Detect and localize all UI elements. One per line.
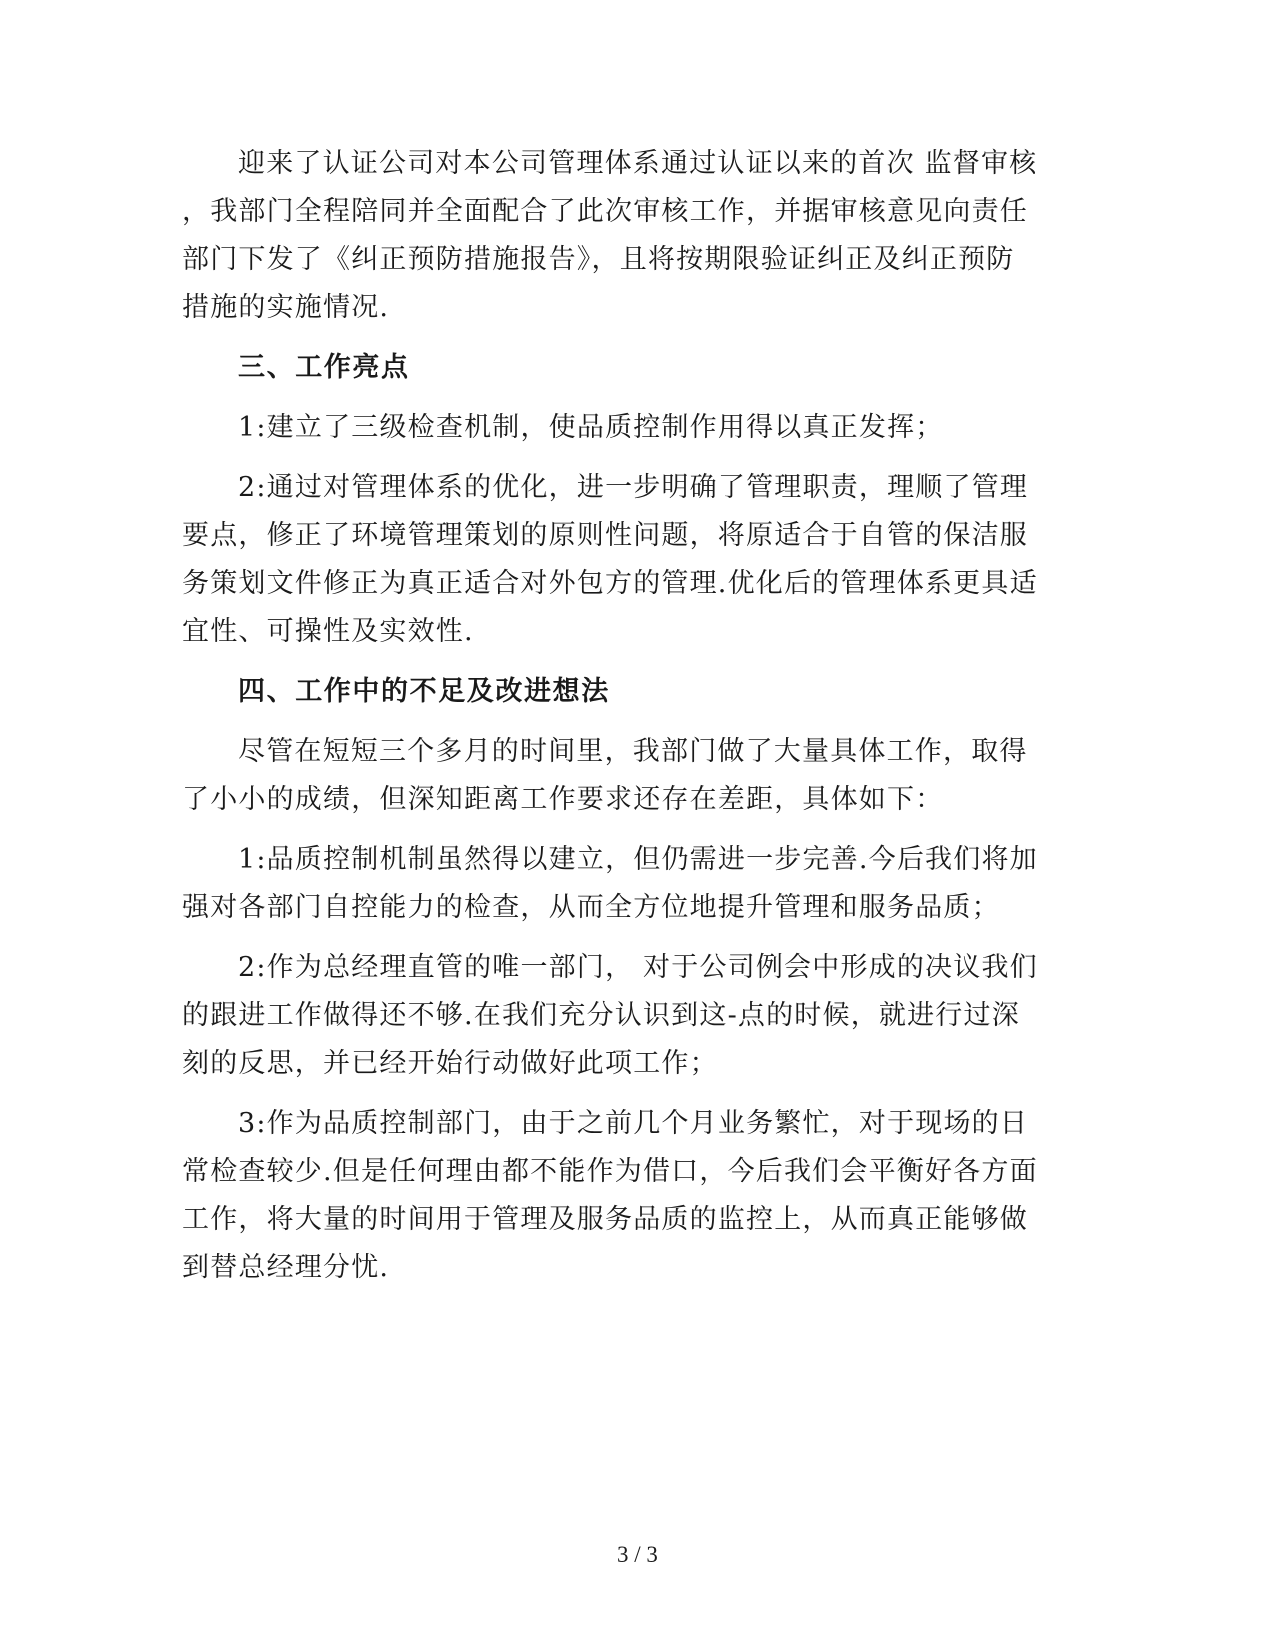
paragraph-issue-1: [182, 836, 1038, 932]
paragraph-gap: [182, 392, 1027, 404]
text-line: 3:作为品质控制部门，由于之前几个月业务繁忙，对于现场的日: [238, 1108, 1029, 1139]
text-line: 宜性、可操性及实效性.: [182, 616, 474, 647]
text-line: 迎来了认证公司对本公司管理体系通过认证以来的首次 监督审核: [238, 148, 1038, 179]
paragraph-gap: [182, 332, 1027, 344]
paragraph-gap: [182, 1088, 1027, 1100]
paragraph-highlight-2: [182, 464, 1038, 656]
text-line: 了小小的成绩，但深知距离工作要求还存在差距，具体如下：: [182, 784, 944, 815]
paragraph-audit: [182, 140, 1038, 332]
paragraph-intro: [182, 728, 1027, 824]
text-line: 到替总经理分忧.: [182, 1252, 390, 1283]
paragraph-gap: [182, 656, 1027, 668]
text-line: 措施的实施情况.: [182, 292, 390, 323]
text-line: 2:通过对管理体系的优化，进一步明确了管理职责，理顺了管理: [238, 472, 1029, 503]
paragraph-gap: [182, 452, 1027, 464]
section-heading-shortcomings: 四、工作中的不足及改进想法: [238, 676, 610, 707]
text-line: ，我部门全程陪同并全面配合了此次审核工作，并据审核意见向责任: [182, 196, 1028, 227]
page-number: 3 / 3: [617, 1542, 658, 1567]
text-line: 务策划文件修正为真正适合对外包方的管理.优化后的管理体系更具适: [182, 568, 1038, 599]
section-heading-highlights: 三、工作亮点: [238, 352, 410, 383]
text-line: 1:建立了三级检查机制，使品质控制作用得以真正发挥；: [238, 412, 944, 443]
text-line: 强对各部门自控能力的检查，从而全方位地提升管理和服务品质；: [182, 892, 1000, 923]
paragraph-highlight-1: [182, 404, 1027, 452]
paragraph-gap: [182, 932, 1027, 944]
paragraph-gap: [182, 716, 1027, 728]
text-line: 部门下发了《纠正预防措施报告》，且将按期限验证纠正及纠正预防: [182, 244, 1015, 275]
document-body: [182, 140, 1038, 1292]
text-line: 常检查较少.但是任何理由都不能作为借口，今后我们会平衡好各方面: [182, 1156, 1038, 1187]
paragraph-issue-3: [182, 1100, 1038, 1292]
text-line: 的跟进工作做得还不够.在我们充分认识到这-点的时候，就进行过深: [182, 1000, 1020, 1031]
paragraph-gap: [182, 824, 1027, 836]
text-line: 1:品质控制机制虽然得以建立，但仍需进一步完善.今后我们将加: [238, 844, 1038, 875]
paragraph-issue-2: [182, 944, 1038, 1088]
text-line: 工作，将大量的时间用于管理及服务品质的监控上，从而真正能够做: [182, 1204, 1028, 1235]
text-line: 尽管在短短三个多月的时间里，我部门做了大量具体工作，取得: [238, 736, 1028, 767]
text-line: 刻的反思，并已经开始行动做好此项工作；: [182, 1048, 718, 1079]
text-line: 要点，修正了环境管理策划的原则性问题，将原适合于自管的保洁服: [182, 520, 1028, 551]
text-line: 2:作为总经理直管的唯一部门， 对于公司例会中形成的决议我们: [238, 952, 1038, 983]
